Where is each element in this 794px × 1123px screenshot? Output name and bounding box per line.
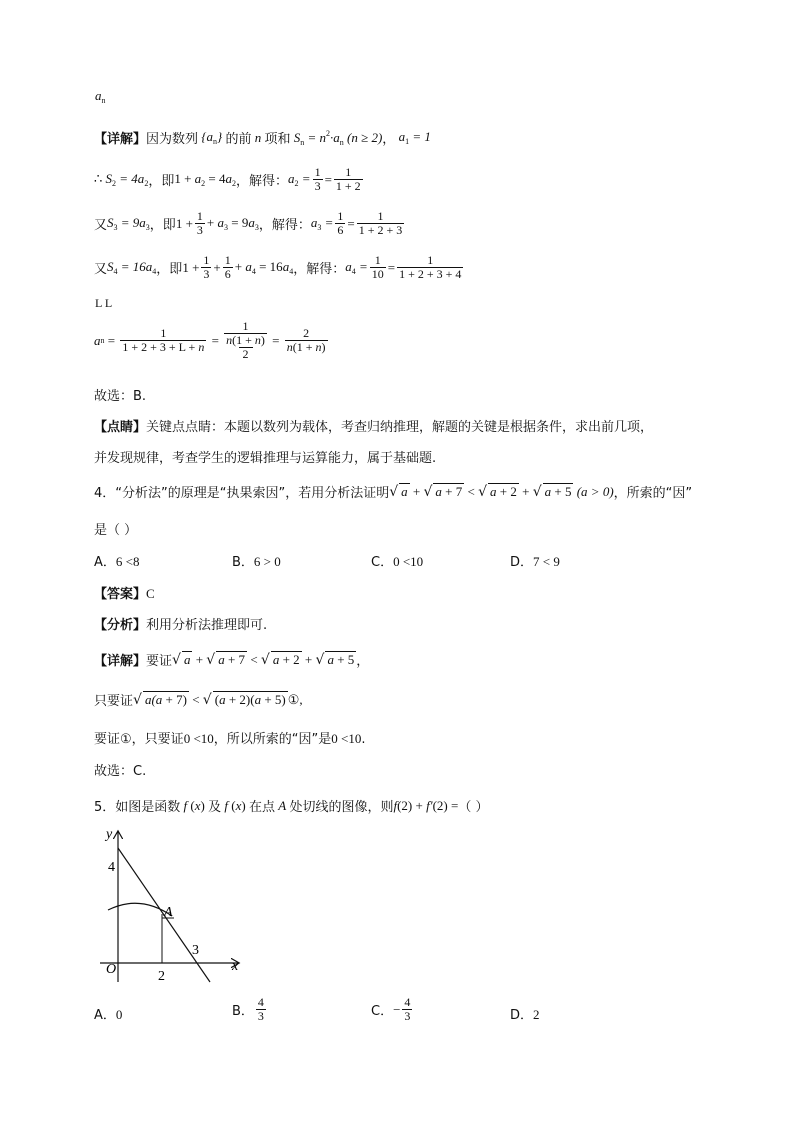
q5-stem-line: 5．如图是函数 f (x) 及 f (x) 在点 A 处切线的图像，则 f(2) + f′(2) = （ ） [94, 797, 489, 815]
y-axis-label: y [106, 827, 113, 842]
answer-choice-2: 故选：C. [94, 764, 147, 779]
q4-stem-line2: 是（ ） [94, 523, 138, 538]
ellipsis-line: L L [95, 296, 113, 310]
q4-stem-line1: 4．“分析法”的原理是“执果索因”，若用分析法证明 √ a + √ a + 7 < √ a + 2 + √ a + 5 (a > 0) ，所索的“因” [94, 483, 693, 501]
point-a-label: A [164, 905, 173, 920]
q5-option-a: A．0 [94, 1007, 123, 1023]
answer-choice-1: 故选：B. [94, 389, 147, 404]
q5-option-b: B． $\frac{4}{3}$ [232, 995, 264, 1024]
step3-line: 又 $S_4 = 16a_4$ ，即 1 + $\frac{1}{3}$ + $\frac{1}{6}$ + $a_4 = 16a_4$ ，解得： $a_4$ = $\frac{1}{10}$ = $\frac{1}{1 + 2 + 3 + 4}$ [94, 253, 462, 282]
q5-option-d: D．2 [510, 1007, 540, 1023]
q4-option-a: A．6 <8 [94, 554, 140, 570]
q5-option-c: C． − $\frac{4}{3}$ [371, 995, 411, 1024]
x-two-label: 2 [158, 969, 165, 984]
q4-answer: 【答案】C [94, 586, 155, 602]
q4-analysis: 【分析】利用分析法推理即可. [94, 618, 268, 633]
general-term-line: a n = $\frac{1}{1 + 2 + 3 + L + n}$ = 1 n(1 + n) 2 = $\frac{2}{n(1 + n)}$ [94, 319, 326, 362]
y-intercept-label: 4 [108, 860, 115, 875]
origin-label: O [106, 962, 117, 977]
dianjing-line2: 并发现规律，考查学生的逻辑推理与运算能力，属于基础题. [94, 451, 437, 466]
x-three-label: 3 [192, 943, 199, 958]
q4-option-d: D．7 < 9 [510, 554, 560, 570]
x-axis-label: x [232, 959, 239, 974]
function-tangent-graph [100, 822, 260, 992]
q4-need-prove-line: 要证①，只要证0 <10，所以所索的“因”是0 <10. [94, 731, 366, 747]
q4-detail-line: 【详解】 要证 √ a + √ a + 7 < √ a + 2 + √ a + 5 ， [94, 651, 370, 669]
q4-option-c: C．0 <10 [371, 554, 424, 570]
q4-option-b: B．6 > 0 [232, 554, 281, 570]
q4-only-prove-line: 只要证 √ a(a + 7) < √ (a + 2)(a + 5) ① , [94, 691, 303, 709]
step1-line: ∴ $S_2 = 4a_2$ ，即 $1 + a_2 = 4a_2$ ，解得： $a_2$ = $\frac{1}{3}$ = $\frac{1}{1 + 2}$ [94, 165, 361, 194]
detail-intro-line: 【详解】 因为数列 $\{a_n\}$ 的前 n 项和 $S_n = n^2\cdot a_n$ (n ≥ 2) ， $a_1 = 1$ [94, 128, 431, 147]
dianjing-line1: 【点睛】关键点点睛：本题以数列为载体，考查归纳推理，解题的关键是根据条件，求出前几项， [94, 420, 654, 435]
step2-line: 又 $S_3 = 9a_3$ ，即 1 + $\frac{1}{3}$ + $a_3 = 9a_3$ ，解得： $a_3$ = $\frac{1}{6}$ = $\frac{1}{1 + 2 + 3}$ [94, 209, 403, 238]
top-an: $a_n$ [95, 88, 106, 105]
detail-tag: 【详解】 [94, 132, 147, 147]
